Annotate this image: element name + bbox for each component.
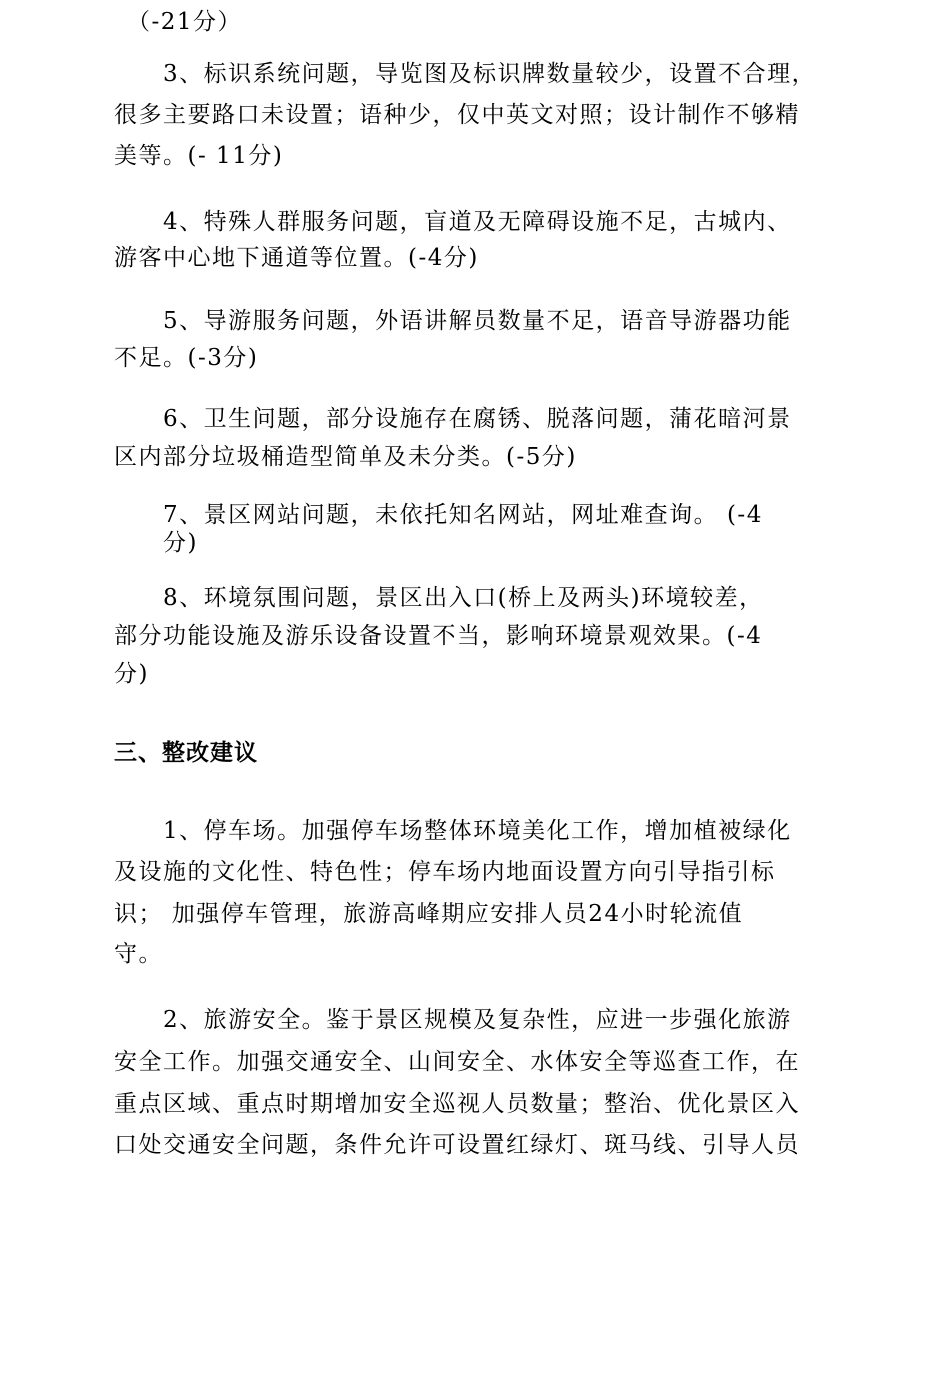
text-line: 不足。(-3分) [114, 345, 259, 371]
text-line: 7、景区网站问题，未依托知名网站，网址难查询。 (-4 [163, 502, 763, 528]
text-line: 6、卫生问题，部分设施存在腐锈、脱落问题，蒲花暗河景 [163, 406, 792, 432]
text-line: 口处交通安全问题，条件允许可设置红绿灯、斑马线、引导人员 [114, 1132, 800, 1158]
text-line: 识； 加强停车管理，旅游高峰期应安排人员24小时轮流值 [114, 901, 744, 927]
text-line: 及设施的文化性、特色性；停车场内地面设置方向引导指引标 [114, 859, 776, 885]
text-line: 2、旅游安全。鉴于景区规模及复杂性，应进一步强化旅游 [163, 1007, 792, 1033]
text-line: 重点区域、重点时期增加安全巡视人员数量；整治、优化景区入 [114, 1091, 800, 1117]
text-line: 游客中心地下通道等位置。(-4分) [114, 245, 479, 271]
text-line: 安全工作。加强交通安全、山间安全、水体安全等巡查工作，在 [114, 1049, 800, 1075]
text-line: 5、导游服务问题，外语讲解员数量不足，语音导游器功能 [163, 308, 792, 334]
text-line: 3、标识系统问题，导览图及标识牌数量较少，设置不合理， [163, 61, 817, 87]
section-heading: 三、整改建议 [114, 739, 258, 766]
text-line: 美等。(- 11分) [114, 143, 284, 169]
text-line: 1、停车场。加强停车场整体环境美化工作，增加植被绿化 [163, 818, 792, 844]
text-line: 分) [163, 530, 198, 556]
text-line: 守。 [114, 941, 163, 967]
text-line: 很多主要路口未设置；语种少，仅中英文对照；设计制作不够精 [114, 102, 800, 128]
text-line: 分) [114, 661, 149, 687]
text-line: 8、环境氛围问题，景区出入口(桥上及两头)环境较差， [163, 585, 764, 611]
text-line: 区内部分垃圾桶造型简单及未分类。(-5分) [114, 444, 577, 470]
text-line: （-21分） [127, 9, 243, 35]
text-line: 4、特殊人群服务问题，盲道及无障碍设施不足，古城内、 [163, 209, 792, 235]
text-line: 部分功能设施及游乐设备设置不当，影响环境景观效果。(-4 [114, 623, 763, 649]
